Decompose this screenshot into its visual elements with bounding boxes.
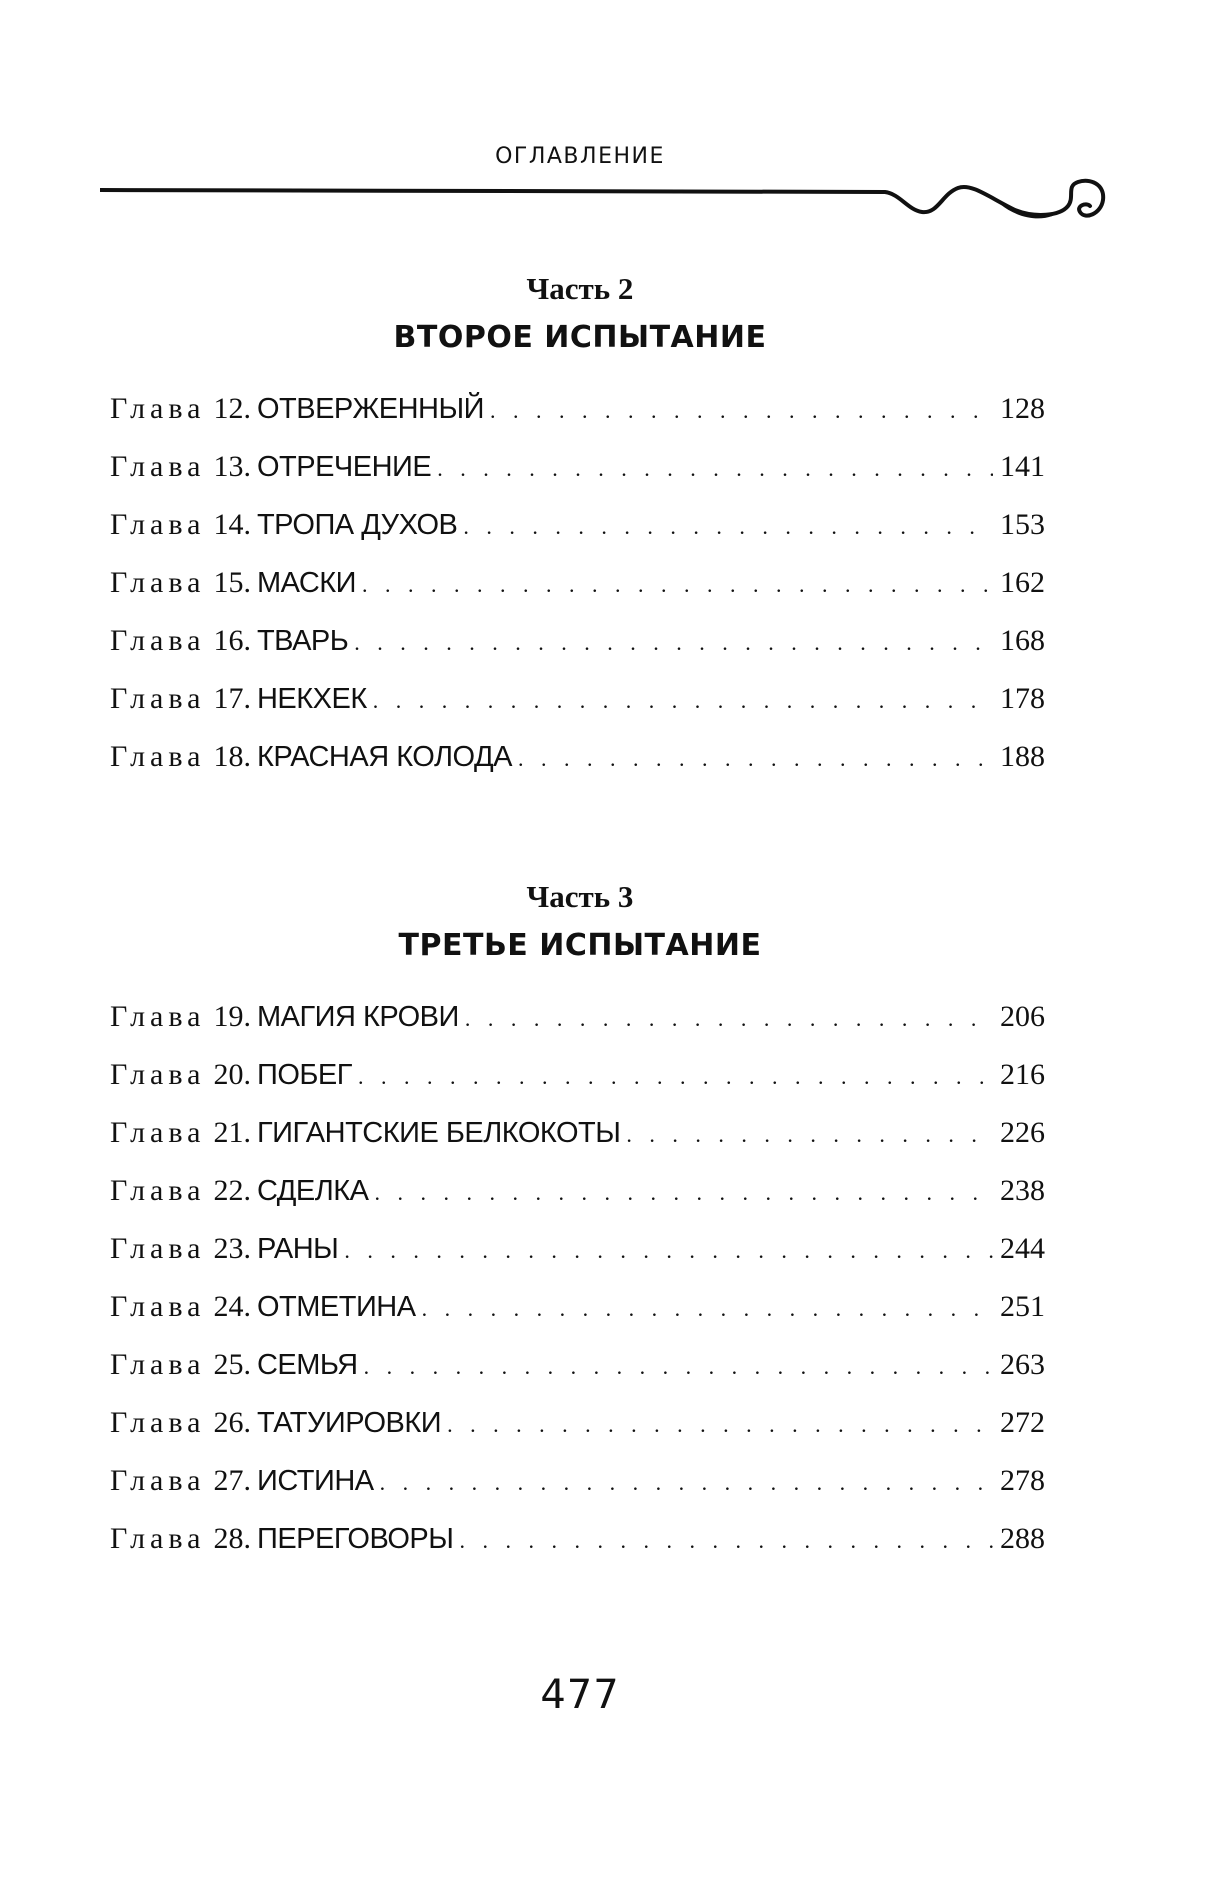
chapter-page: 206 [1000, 1000, 1045, 1033]
toc-entry [110, 392, 1045, 450]
chapter-title: ПЕРЕГОВОРЫ [256, 1523, 454, 1555]
chapter-number: 22. [213, 1174, 251, 1207]
chapter-number: 14. [213, 508, 251, 541]
chapter-page: 128 [1000, 392, 1045, 425]
part-3-title: ТРЕТЬЕ ИСПЫТАНИЕ [398, 928, 762, 963]
toc-entry [110, 1290, 1045, 1348]
chapter-page: 153 [1000, 508, 1045, 541]
chapter-number: 19. [213, 1000, 251, 1033]
dot-leader [373, 688, 993, 714]
chapter-title: ТВАРЬ [256, 625, 349, 657]
chapter-number: 17. [213, 682, 251, 715]
dot-leader [437, 456, 993, 482]
dot-leader [459, 1528, 993, 1554]
dot-leader [375, 1180, 993, 1206]
chapter-title: СЕМЬЯ [256, 1349, 358, 1381]
chapter-word: Глава [110, 1000, 206, 1033]
chapter-title: ИСТИНА [256, 1465, 374, 1497]
dot-leader [463, 514, 993, 540]
chapter-number: 24. [213, 1290, 251, 1323]
chapter-page: 288 [1000, 1522, 1045, 1555]
chapter-number: 21. [213, 1116, 251, 1149]
chapter-page: 278 [1000, 1464, 1045, 1497]
toc-entry [110, 624, 1045, 682]
toc-entry [110, 508, 1045, 566]
dot-leader [362, 572, 993, 598]
running-head: ОГЛАВЛЕНИЕ [495, 144, 665, 169]
chapter-number: 28. [213, 1522, 251, 1555]
dot-leader [490, 398, 993, 424]
toc-entry [110, 1348, 1045, 1406]
chapter-word: Глава [110, 1232, 206, 1265]
flourish-divider-icon [100, 170, 1110, 250]
chapter-title: ТРОПА ДУХОВ [256, 509, 458, 541]
chapter-page: 238 [1000, 1174, 1045, 1207]
chapter-word: Глава [110, 450, 206, 483]
chapter-title: МАГИЯ КРОВИ [256, 1001, 459, 1033]
toc-entry [110, 1058, 1045, 1116]
dot-leader [354, 630, 993, 656]
part-2-title: ВТОРОЕ ИСПЫТАНИЕ [393, 320, 767, 355]
chapter-title: ГИГАНТСКИЕ БЕЛКОКОТЫ [256, 1117, 621, 1149]
toc-entry [110, 1116, 1045, 1174]
chapter-word: Глава [110, 1058, 206, 1091]
toc-entry [110, 1000, 1045, 1058]
toc-entry [110, 566, 1045, 624]
dot-leader [422, 1296, 993, 1322]
chapter-page: 216 [1000, 1058, 1045, 1091]
toc-entry [110, 740, 1045, 798]
chapter-page: 263 [1000, 1348, 1045, 1381]
chapter-number: 12. [213, 392, 251, 425]
chapter-title: МАСКИ [256, 567, 357, 599]
chapter-page: 141 [1000, 450, 1045, 483]
chapter-title: ПОБЕГ [256, 1059, 352, 1091]
chapter-page: 162 [1000, 566, 1045, 599]
chapter-number: 15. [213, 566, 251, 599]
chapter-page: 244 [1000, 1232, 1045, 1265]
chapter-number: 16. [213, 624, 251, 657]
chapter-title: РАНЫ [256, 1233, 339, 1265]
toc-list-part-3 [110, 1000, 1045, 1580]
chapter-page: 178 [1000, 682, 1045, 715]
toc-entry [110, 450, 1045, 508]
toc-entry [110, 1522, 1045, 1580]
chapter-page: 272 [1000, 1406, 1045, 1439]
part-3-number: Часть 3 [526, 879, 634, 914]
chapter-title: ОТРЕЧЕНИЕ [256, 451, 432, 483]
chapter-word: Глава [110, 624, 206, 657]
chapter-page: 251 [1000, 1290, 1045, 1323]
toc-entry [110, 1174, 1045, 1232]
chapter-number: 13. [213, 450, 251, 483]
page-number: 477 [540, 1672, 620, 1718]
chapter-word: Глава [110, 1116, 206, 1149]
chapter-title: СДЕЛКА [256, 1175, 369, 1207]
dot-leader [626, 1122, 993, 1148]
dot-leader [344, 1238, 993, 1264]
dot-leader [447, 1412, 993, 1438]
chapter-number: 20. [213, 1058, 251, 1091]
dot-leader [380, 1470, 993, 1496]
chapter-word: Глава [110, 566, 206, 599]
chapter-title: ТАТУИРОВКИ [256, 1407, 442, 1439]
dot-leader [518, 746, 993, 772]
chapter-number: 26. [213, 1406, 251, 1439]
chapter-word: Глава [110, 682, 206, 715]
chapter-number: 23. [213, 1232, 251, 1265]
chapter-word: Глава [110, 1290, 206, 1323]
chapter-word: Глава [110, 1174, 206, 1207]
chapter-title: ОТВЕРЖЕННЫЙ [256, 393, 484, 425]
part-2-number: Часть 2 [526, 271, 634, 306]
chapter-page: 168 [1000, 624, 1045, 657]
chapter-page: 188 [1000, 740, 1045, 773]
chapter-page: 226 [1000, 1116, 1045, 1149]
chapter-word: Глава [110, 1464, 206, 1497]
toc-list-part-2 [110, 392, 1045, 798]
dot-leader [364, 1354, 993, 1380]
chapter-number: 27. [213, 1464, 251, 1497]
chapter-title: НЕКХЕК [256, 683, 367, 715]
chapter-word: Глава [110, 740, 206, 773]
chapter-number: 18. [213, 740, 251, 773]
toc-entry [110, 682, 1045, 740]
chapter-word: Глава [110, 508, 206, 541]
toc-entry [110, 1232, 1045, 1290]
chapter-title: КРАСНАЯ КОЛОДА [256, 741, 512, 773]
chapter-word: Глава [110, 1348, 206, 1381]
chapter-word: Глава [110, 1406, 206, 1439]
chapter-title: ОТМЕТИНА [256, 1291, 416, 1323]
chapter-word: Глава [110, 392, 206, 425]
chapter-word: Глава [110, 1522, 206, 1555]
chapter-number: 25. [213, 1348, 251, 1381]
dot-leader [465, 1006, 993, 1032]
dot-leader [358, 1064, 993, 1090]
toc-entry [110, 1406, 1045, 1464]
toc-entry [110, 1464, 1045, 1522]
